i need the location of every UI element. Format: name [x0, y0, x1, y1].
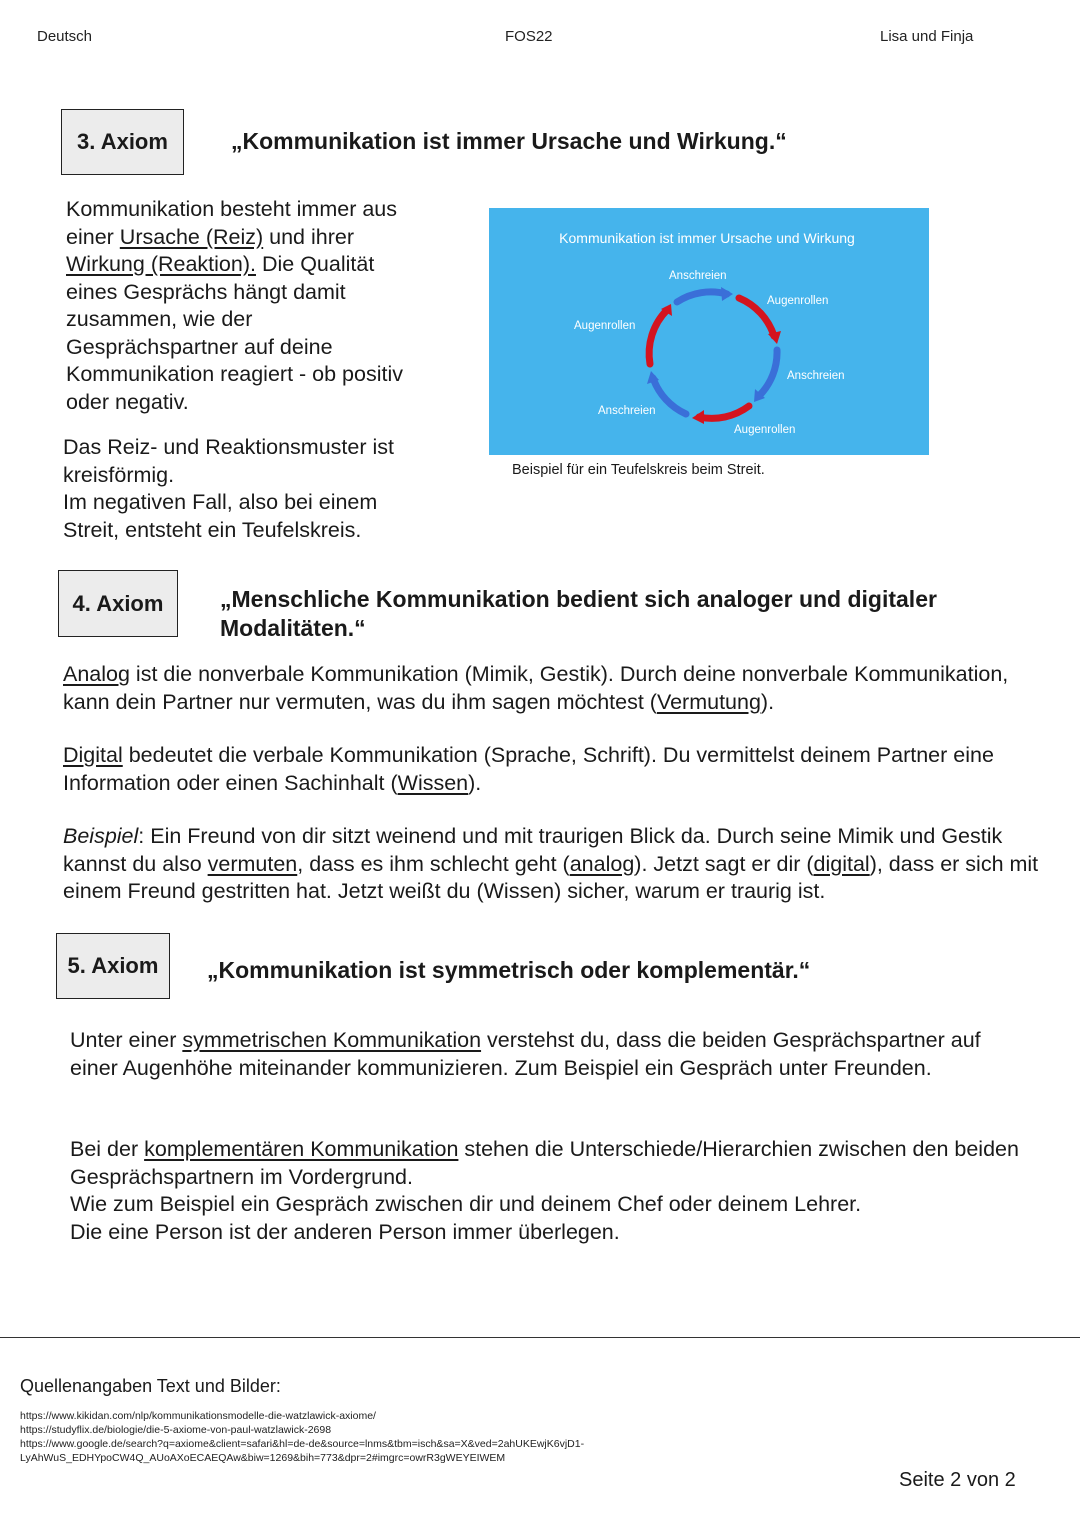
- axiom-3-paragraph-2: Das Reiz- und Reaktionsmuster ist kreisförmig. Im negativen Fall, also bei einem Streit, entsteht ein Teufelskreis.: [63, 435, 394, 542]
- underlined-term-komplementaer: komplementären Kommunikation: [144, 1137, 459, 1161]
- diagram-title: Kommunikation ist immer Ursache und Wirkung: [559, 230, 855, 246]
- cycle-arrow-red-bottom: [699, 406, 749, 418]
- cycle-arrow-blue-left: [653, 378, 686, 414]
- underlined-term-ursache: Ursache (Reiz): [119, 224, 264, 249]
- underlined-term-symmetrisch: symmetrischen Kommunikation: [182, 1028, 482, 1052]
- sources-title: Quellenangaben Text und Bilder:: [20, 1376, 281, 1396]
- source-link[interactable]: LyAhWuS_EDHYpoCW4Q_AUoAXoECAEQAw&biw=1269&bih=773&dpr=2#imgrc=owrR3gWEYEIWEM: [20, 1452, 506, 1464]
- axiom-4-label: 4. Axiom: [58, 570, 178, 637]
- axiom-4-example: Beispiel: Ein Freund von dir sitzt weinend und mit traurigen Blick da. Durch seine Mimik und Gestik kannst du also vermuten, dass es ihm schlecht geht (analog). Jetzt sagt er dir (digital), dass er sich mit einem Freund gestritten hat. Jetzt weißt du (Wissen) sicher, warum er traurig ist.: [63, 824, 1039, 903]
- source-link[interactable]: https://studyflix.de/biologie/die-5-axiome-von-paul-watzlawick-2698: [20, 1424, 332, 1436]
- sources-list: [20, 1409, 584, 1465]
- underlined-term-wirkung: Wirkung (Reaktion).: [66, 252, 256, 276]
- cycle-arrow-blue-right: [759, 350, 777, 396]
- page-number: Seite 2 von 2: [899, 1469, 1016, 1491]
- diagram-label: Augenrollen: [767, 295, 829, 307]
- axiom-5-paragraph-2: Bei der komplementären Kommunikation stehen die Unterschiede/Hierarchien zwischen den beiden Gesprächspartnern im Vordergrund. Wie zum Beispiel ein Gespräch zwischen dir und deinem Chef oder deinem Lehrer. Die eine Person ist der anderen Person immer überlegen.: [70, 1137, 1019, 1244]
- vicious-circle-diagram: [489, 208, 929, 455]
- footer-divider: [0, 1337, 1080, 1338]
- axiom-5-paragraph-1: Unter einer symmetrischen Kommunikation verstehst du, dass die beiden Gesprächspartner auf einer Augenhöhe miteinander kommunizieren. Zum Beispiel ein Gespräch unter Freunden.: [70, 1028, 981, 1080]
- underlined-term-vermutung: Vermutung: [656, 689, 761, 714]
- arrowhead-icon: [692, 410, 704, 424]
- diagram-label: Augenrollen: [734, 424, 796, 436]
- source-link[interactable]: https://www.kikidan.com/nlp/kommunikationsmodelle-die-watzlawick-axiome/: [20, 1410, 376, 1422]
- axiom-5-label: 5. Axiom: [56, 933, 170, 999]
- axiom-4-paragraph-1: Analog ist die nonverbale Kommunikation (Mimik, Gestik). Durch deine nonverbale Kommunikation, kann dein Partner nur vermuten, was du ihm sagen möchtest (Vermutung).: [63, 662, 1009, 714]
- cycle-arrow-red-left: [649, 310, 667, 364]
- axiom-4-quote: „Menschliche Kommunikation bedient sich analoger und digitaler Modalitäten.“: [220, 586, 937, 641]
- axiom-3-label: 3. Axiom: [61, 109, 184, 175]
- cycle-illustration: [489, 208, 929, 455]
- diagram-label: Anschreien: [787, 370, 845, 382]
- axiom-3-paragraph-1: Kommunikation besteht immer aus einer Ursache (Reiz) und ihrer Wirkung (Reaktion). Die Qualität eines Gesprächs hängt damit zusammen, wie der Gesprächspartner auf deine Kommunikation reagiert - ob positiv oder negativ.: [66, 197, 403, 414]
- underlined-term-digital: Digital: [63, 743, 123, 767]
- axiom-3-quote: „Kommunikation ist immer Ursache und Wirkung.“: [231, 128, 787, 154]
- diagram-label: Anschreien: [669, 270, 727, 282]
- arrowhead-icon: [721, 287, 733, 301]
- header-subject: Deutsch: [37, 28, 93, 45]
- cycle-arrow-blue-top: [677, 292, 727, 302]
- diagram-label: Anschreien: [598, 405, 656, 417]
- axiom-5-quote: „Kommunikation ist symmetrisch oder komplementär.“: [207, 957, 811, 983]
- header-class: FOS22: [505, 28, 553, 45]
- header-authors: Lisa und Finja: [880, 28, 974, 45]
- diagram-caption: Beispiel für ein Teufelskreis beim Streit.: [512, 462, 765, 478]
- source-link[interactable]: https://www.google.de/search?q=axiome&client=safari&hl=de-de&source=lnms&tbm=isch&sa=X&ved=2ahUKEwjK6vjD1-: [20, 1438, 585, 1450]
- diagram-label: Augenrollen: [574, 320, 636, 332]
- underlined-term-wissen: Wissen: [397, 770, 469, 795]
- underlined-term-analog: Analog: [63, 662, 130, 686]
- axiom-4-paragraph-2: Digital bedeutet die verbale Kommunikation (Sprache, Schrift). Du vermittelst deinem Partner eine Information oder einen Sachinhalt (Wissen).: [63, 743, 994, 795]
